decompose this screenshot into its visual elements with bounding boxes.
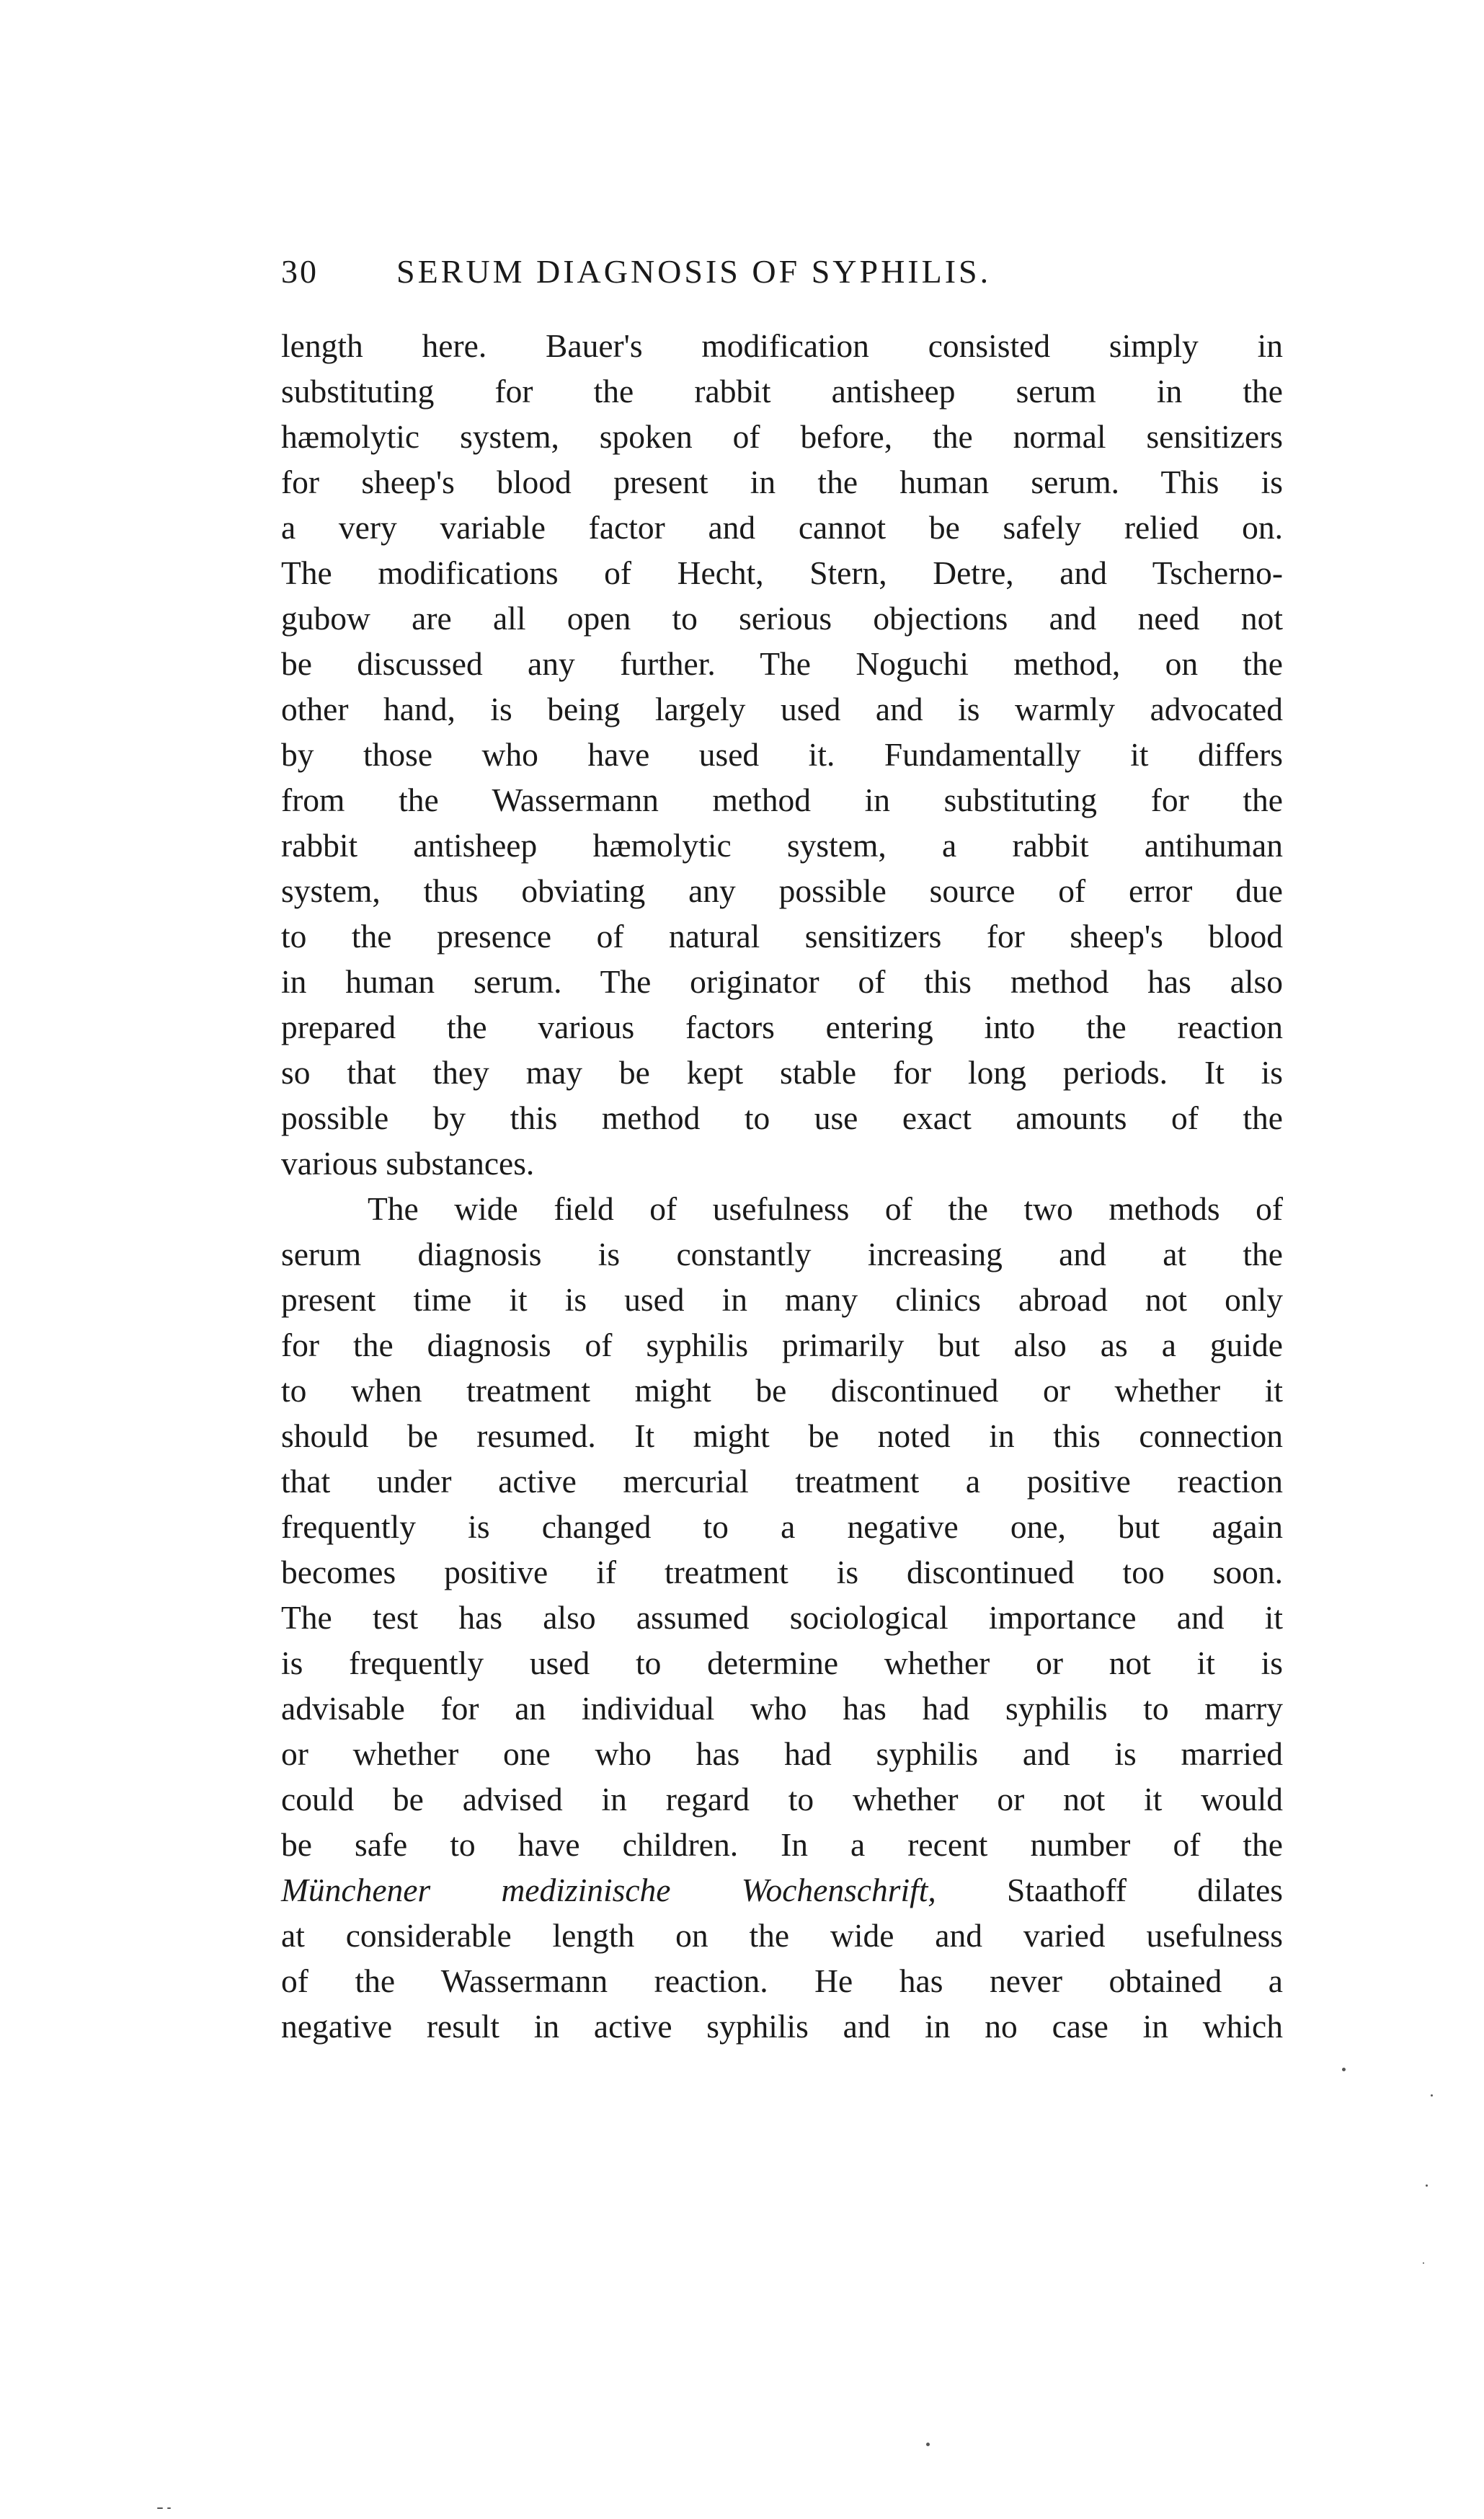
paragraph-2 <box>281 1186 1283 2049</box>
text-line: length here. Bauer's modification consisted simply in <box>281 327 1283 364</box>
text-line: could be advised in regard to whether or not it would <box>281 1781 1283 1818</box>
text-line: possible by this method to use exact amounts of the <box>281 1099 1283 1136</box>
text-line: various substances. <box>281 1145 535 1182</box>
text-line: to when treatment might be discontinued or whether it <box>281 1372 1283 1409</box>
text-line: system, thus obviating any possible source of error due <box>281 872 1283 909</box>
text-line: from the Wassermann method in substituting for the <box>281 782 1283 818</box>
text-line: should be resumed. It might be noted in this connection <box>281 1417 1283 1454</box>
text-line: frequently is changed to a negative one, but again <box>281 1508 1283 1545</box>
book-page <box>281 238 1283 2049</box>
text-line: by those who have used it. Fundamentally it differs <box>281 736 1283 773</box>
text-line: a very variable factor and cannot be safely relied on. <box>281 509 1283 546</box>
page-number: 30 <box>281 253 319 290</box>
text-line: becomes positive if treatment is discontinued too soon. <box>281 1554 1283 1590</box>
text-line: so that they may be kept stable for long periods. It is <box>281 1054 1283 1091</box>
text-line: serum diagnosis is constantly increasing and at the <box>281 1236 1283 1272</box>
scan-speck <box>167 2507 171 2509</box>
running-title: SERUM DIAGNOSIS OF SYPHILIS. <box>396 253 992 290</box>
text-line: or whether one who has had syphilis and is married <box>281 1735 1283 1772</box>
scan-speck <box>926 2443 930 2446</box>
text-line: is frequently used to determine whether or not it is <box>281 1644 1283 1681</box>
scan-speck <box>1423 2262 1424 2264</box>
text-line: for sheep's blood present in the human serum. This is <box>281 464 1283 500</box>
text-fragment: Staathoff dilates <box>936 1872 1284 1908</box>
text-line: negative result in active syphilis and in no case in which <box>281 2008 1283 2045</box>
text-line: The modifications of Hecht, Stern, Detre, and Tscherno- <box>281 554 1283 591</box>
text-line: gubow are all open to serious objections and need not <box>281 600 1283 637</box>
text-line: for the diagnosis of syphilis primarily but also as a guide <box>281 1327 1283 1363</box>
text-line: be safe to have children. In a recent number of the <box>281 1826 1283 1863</box>
text-line: The wide field of usefulness of the two methods of <box>368 1190 1283 1227</box>
paragraph-1 <box>281 323 1283 1186</box>
scan-speck <box>157 2507 163 2509</box>
text-line: other hand, is being largely used and is warmly advocated <box>281 691 1283 727</box>
text-line: of the Wassermann reaction. He has never obtained a <box>281 1962 1283 1999</box>
text-line: at considerable length on the wide and varied usefulness <box>281 1917 1283 1954</box>
text-line: in human serum. The originator of this method has also <box>281 963 1283 1000</box>
text-line: that under active mercurial treatment a positive reaction <box>281 1463 1283 1500</box>
text-line: hæmolytic system, spoken of before, the normal sensitizers <box>281 418 1283 455</box>
body-text <box>281 323 1283 2049</box>
text-line: prepared the various factors entering into the reaction <box>281 1009 1283 1045</box>
text-line: to the presence of natural sensitizers for sheep's blood <box>281 918 1283 955</box>
journal-title: Münchener medizinische Wochenschrift, <box>281 1872 936 1908</box>
running-head <box>281 238 1283 303</box>
text-line: rabbit antisheep hæmolytic system, a rabbit antihuman <box>281 827 1283 864</box>
text-line: be discussed any further. The Noguchi method, on the <box>281 645 1283 682</box>
scan-speck <box>1342 2068 1346 2071</box>
text-line: substituting for the rabbit antisheep serum in the <box>281 373 1283 409</box>
text-line: present time it is used in many clinics abroad not only <box>281 1281 1283 1318</box>
text-line: advisable for an individual who has had syphilis to marry <box>281 1690 1283 1727</box>
scan-speck <box>1431 2094 1433 2097</box>
text-line: The test has also assumed sociological importance and it <box>281 1599 1283 1636</box>
text-line-with-journal <box>281 1867 1283 1913</box>
scan-speck <box>1426 2184 1428 2187</box>
